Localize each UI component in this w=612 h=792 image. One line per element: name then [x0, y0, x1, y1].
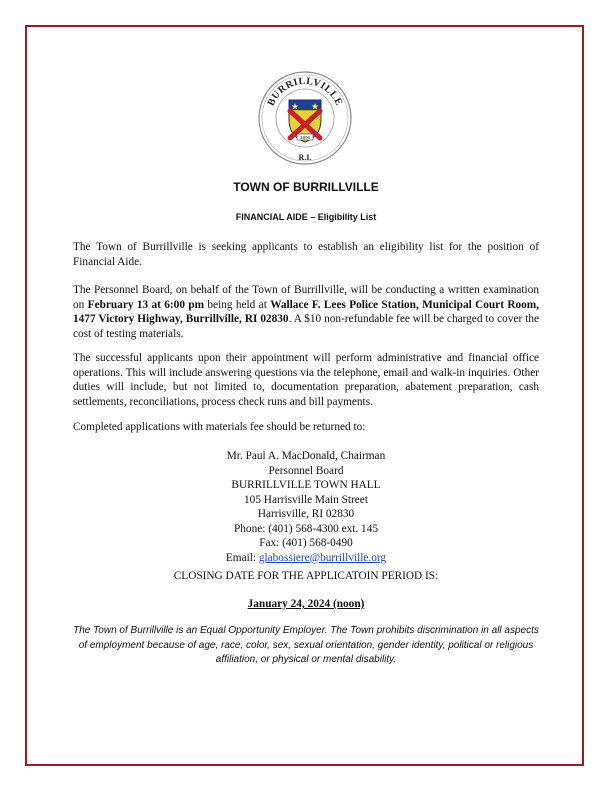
mailing-address: [0, 449, 612, 565]
address-email-line: [0, 551, 612, 566]
town-seal-logo: [257, 70, 353, 166]
address-office: BURRILLVILLE TOWN HALL: [231, 479, 381, 491]
exam-paragraph: [73, 283, 539, 341]
exam-location: Wallace F. Lees Police Station, Municipal Court Room, 1477 Victory Highway, Burrillville, RI 02830: [73, 298, 540, 325]
address-board: Personnel Board: [268, 464, 344, 477]
eeo-statement: The Town of Burrillville is an Equal Opportunity Employer. The Town prohibits discrimination in all aspects of employment because of age, race, color, sex, sexual orientation, gender identity, political or religious affiliation, or physical or mental disability.: [73, 625, 539, 665]
closing-heading: CLOSING DATE FOR THE APPLICATOIN PERIOD IS:: [173, 570, 439, 582]
seal-graphic: [257, 70, 353, 166]
intro-paragraph: The Town of Burrillville is seeking applicants to establish an eligibility list for the position of Financial Aide.: [73, 241, 539, 268]
page-subtitle: FINANCIAL AIDE – Eligibility List: [235, 212, 377, 222]
seal-year: 1806: [299, 135, 311, 140]
closing-date: January 24, 2024 (noon): [247, 598, 365, 610]
exam-date: February 13 at 6:00 pm: [87, 298, 205, 311]
email-link[interactable]: glabossiere@burrillville.org: [258, 551, 387, 564]
exam-text-b: being held at: [204, 298, 271, 311]
duties-paragraph: The successful applicants upon their appointment will perform administrative and financial office operations. This will include answering questions via the telephone, email and walk-in inquiries. Other duties will include, but not limited to, documentation preparation, abatement preparation, cash settlements, reconciliations, process check runs and bill payments.: [73, 352, 539, 408]
exam-text-a: The Personnel Board, on behalf of the Town of Burrillville, will be conducting a written examination on: [73, 284, 539, 311]
exam-text-c: . A $10 non-refundable fee will be charged to cover the cost of testing materials.: [73, 313, 539, 340]
address-city: Harrisville, RI 02830: [257, 508, 355, 520]
email-label: Email:: [225, 551, 259, 564]
seal-top-text: BURRILLVILLE: [265, 75, 345, 108]
address-street: 105 Harrisville Main Street: [244, 493, 368, 506]
address-fax: Fax: (401) 568-0490: [259, 537, 353, 549]
page-title: TOWN OF BURRILLVILLE: [233, 180, 379, 194]
address-name: Mr. Paul A. MacDonald, Chairman: [226, 450, 386, 462]
seal-bottom-text: R.I.: [298, 153, 312, 162]
address-phone: Phone: (401) 568-4300 ext. 145: [233, 522, 379, 535]
return-instructions: Completed applications with materials fee should be returned to:: [73, 421, 366, 433]
